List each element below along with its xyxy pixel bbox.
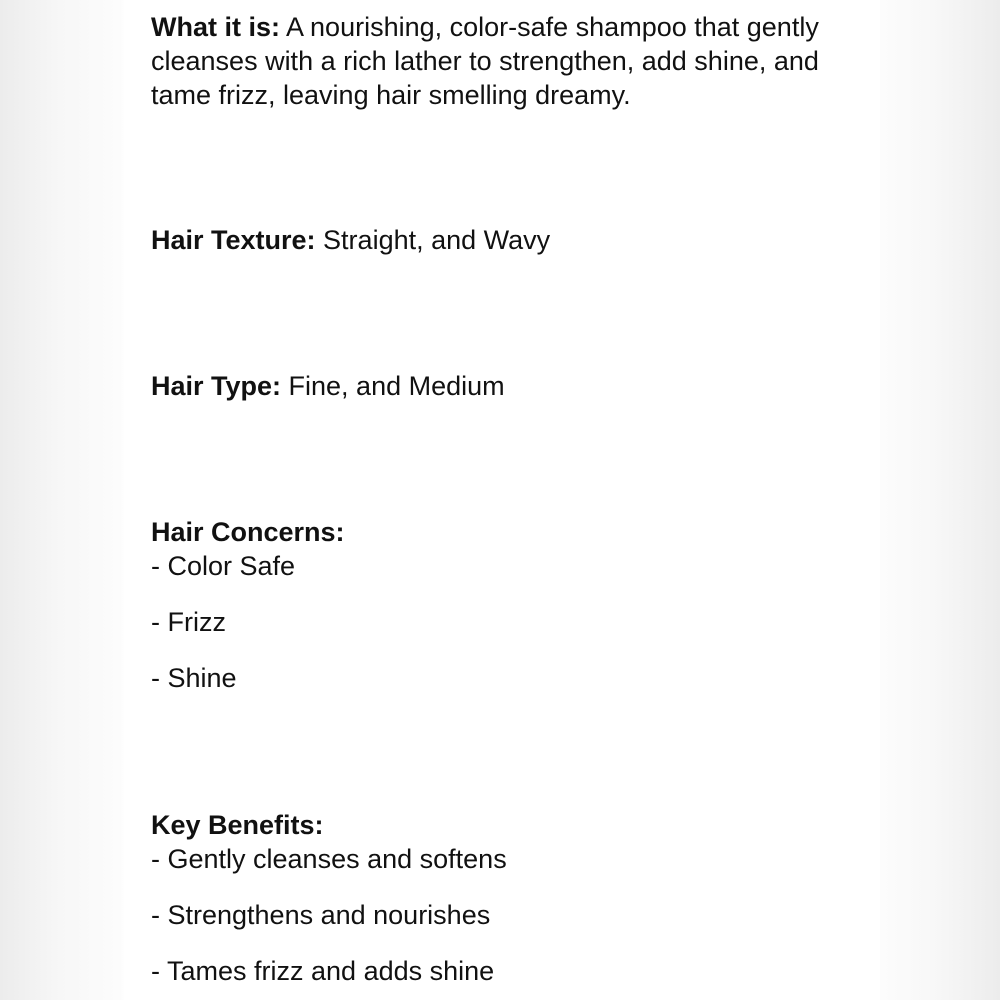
key-benefit-item: - Strengthens and nourishes <box>151 900 491 930</box>
hair-concerns-section <box>151 515 851 695</box>
hair-concerns-label: Hair Concerns: <box>151 517 345 547</box>
what-it-is-label: What it is: <box>151 12 280 42</box>
hair-concern-item: - Color Safe <box>151 551 296 581</box>
hair-texture-label: Hair Texture: <box>151 225 316 255</box>
hair-type-text: Fine, and Medium <box>281 371 505 401</box>
key-benefit-item: - Tames frizz and adds shine <box>151 956 495 986</box>
what-it-is-text: A nourishing, color-safe shampoo that gently cleanses with a rich lather to strengthen, add shine, and tame frizz, leaving hair smelling dreamy. <box>151 12 819 110</box>
hair-texture-section <box>151 223 851 257</box>
hair-type-label: Hair Type: <box>151 371 282 401</box>
what-it-is-section <box>151 10 831 112</box>
product-description <box>151 10 851 988</box>
key-benefit-item: - Gently cleanses and softens <box>151 844 507 874</box>
hair-concern-item: - Frizz <box>151 607 226 637</box>
key-benefits-section <box>151 808 851 988</box>
hair-type-section <box>151 369 851 403</box>
key-benefits-label: Key Benefits: <box>151 810 324 840</box>
hair-texture-text: Straight, and Wavy <box>315 225 551 255</box>
hair-concern-item: - Shine <box>151 663 237 693</box>
